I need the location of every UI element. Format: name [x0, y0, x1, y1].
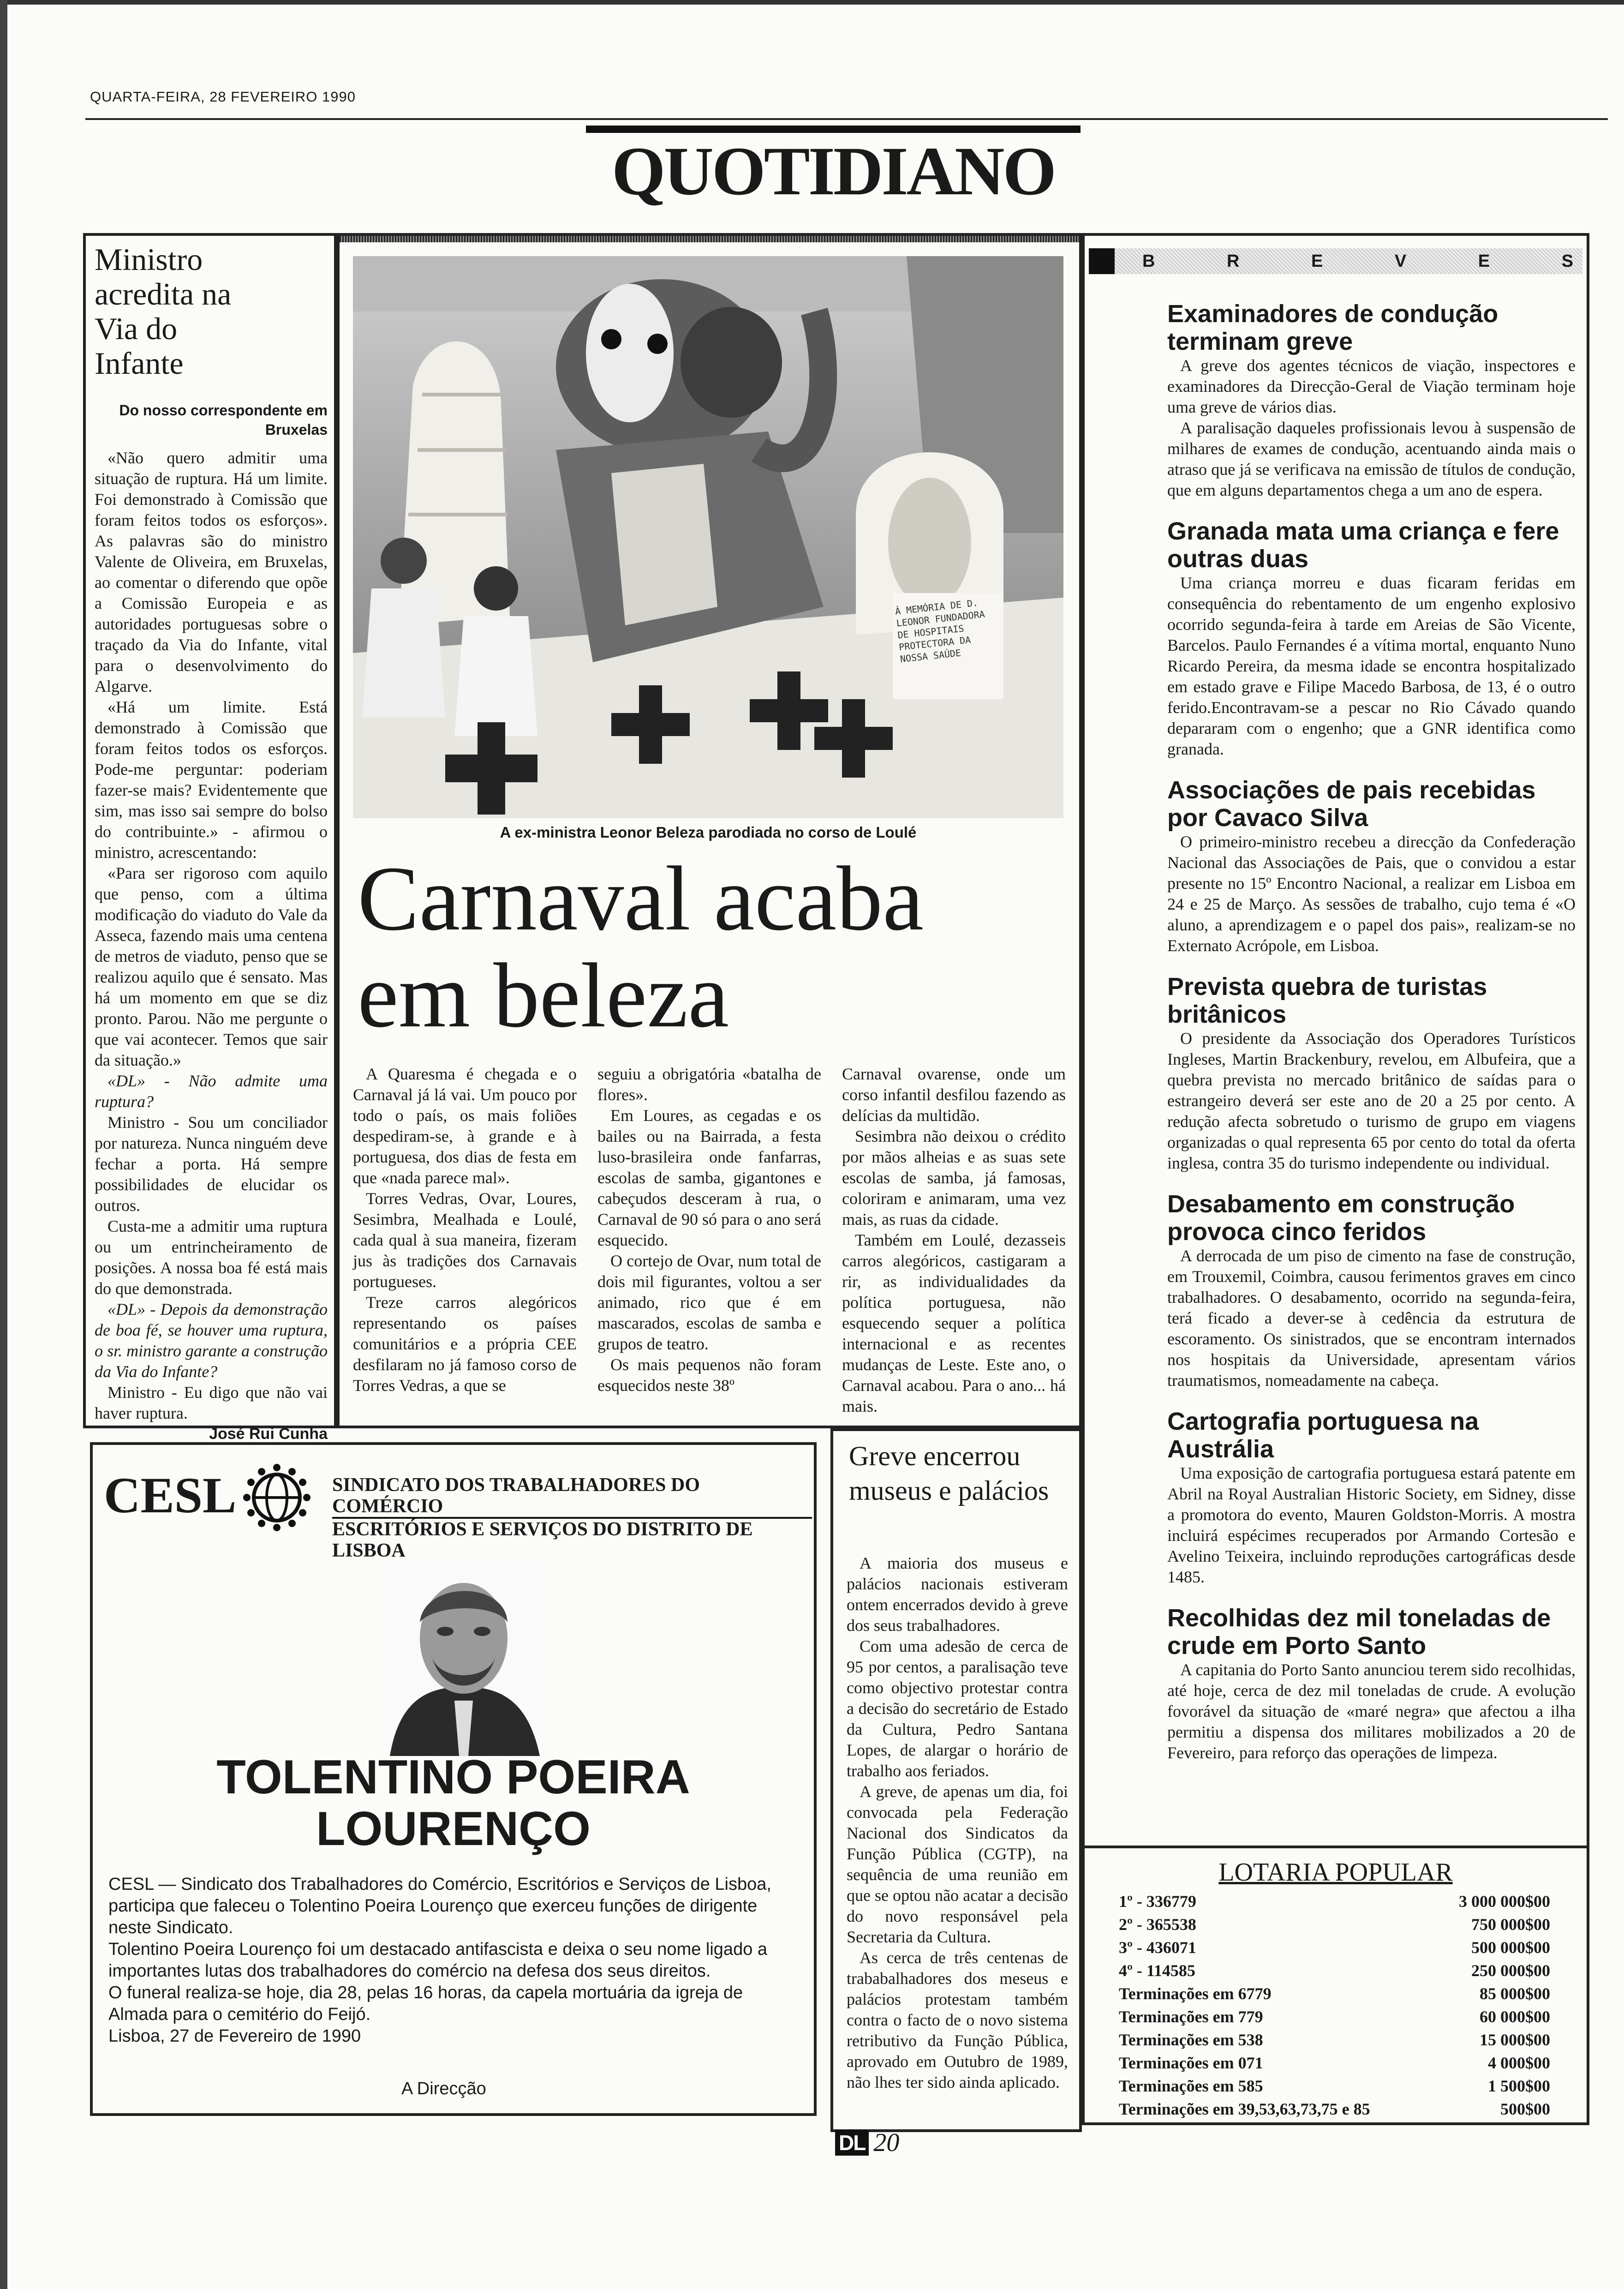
union-name — [332, 1474, 812, 1561]
breve-headline: Cartografia portuguesa na Austrália — [1167, 1408, 1479, 1463]
main-article-col2 — [597, 1064, 821, 1396]
lotaria-label: 4º - 114585 — [1119, 1961, 1195, 1980]
main-col1-paragraph: Torres Vedras, Ovar, Loures, Sesimbra, Mealhada e Loulé, cada qual à sua maneira, fizeram jus às tradições dos Carnavais portugueses. — [353, 1189, 577, 1291]
left-paragraph: «Não quero admitir uma situação de ruptura. Há um limite. Foi demonstrado à Comissão que foram feitos todos os esforços». As palavras são do ministro Valente de Oliveira, em Bruxelas, ao comentar o diferendo que opõe a Comissão Europeia e as autoridades portuguesas sobre o traçado da Via do Infante, vital para o desenvolvimento do Algarve. — [95, 449, 328, 695]
greve-paragraph: Com uma adesão de cerca de 95 por centos, a paralisação teve como objectivo protestar contra a decisão do secretário de Estado da Cultura, Pedro Santana Lopes, de alargar o horário de trabalho aos feriados. — [847, 1637, 1068, 1780]
obituary-paragraph: Lisboa, 27 de Fevereiro de 1990 — [108, 2026, 361, 2046]
lotaria-label: Terminações em 071 — [1119, 2054, 1263, 2072]
lotaria-value: 250 000$00 — [1471, 1961, 1550, 1980]
greve-paragraph: A maioria dos museus e palácios nacionais estiveram ontem encerrados devido à greve dos seus trabalhadores. — [847, 1554, 1068, 1635]
breve-headline: Prevista quebra de turistas britânicos — [1167, 973, 1487, 1028]
lotaria-label: Terminações em 538 — [1119, 2031, 1263, 2049]
footer-logo: DL — [835, 2130, 869, 2156]
breve-headline: Examinadores de condução terminam greve — [1167, 300, 1499, 355]
main-article-col1 — [353, 1064, 577, 1396]
greve-paragraph: A greve, de apenas um dia, foi convocada pela Federação Nacional dos Sindicatos da Função Pública (CGTP), na sequência de uma reunião em que se optou não acatar a decisão do novo responsável pela Secretaria da Cultura. — [847, 1782, 1068, 1946]
obituary-signature: A Direcção — [401, 2079, 486, 2098]
lotaria-value: 3 000 000$00 — [1459, 1892, 1550, 1911]
breve-headline: Recolhidas dez mil toneladas de crude em Porto Santo — [1167, 1604, 1551, 1660]
carnival-float-photo — [353, 256, 1063, 818]
lotaria-value: 85 000$00 — [1480, 1984, 1550, 2003]
left-paragraph: Custa-me a admitir uma ruptura ou um entrincheiramento de posições. A nossa boa fé está mais do que demonstrada. — [95, 1217, 328, 1298]
scan-top-edge — [0, 0, 1624, 5]
photo-caption: A ex-ministra Leonor Beleza parodiada no corso de Loulé — [500, 824, 917, 841]
breve-item — [1167, 1190, 1576, 1391]
obituary-paragraph: Tolentino Poeira Lourenço foi um destacado antifascista e deixa o seu nome ligado a importantes lutas dos trabalhadores do comércio na defesa dos seus direitos. — [108, 1940, 768, 1981]
breve-paragraph: A paralisação daqueles profissionais levou à suspensão de milhares de exames de condução, acentuando ainda mais o atraso que já se verificava na emissão de títulos de condução, que em alguns departamentos chega a um ano de espera. — [1167, 419, 1576, 499]
photo-illustration — [353, 256, 1063, 818]
breve-item — [1167, 300, 1576, 501]
main-col3-paragraph: Sesimbra não deixou o crédito por mãos alheias e as suas sete escolas de samba, já famosas, coloriram e animaram, uma vez mais, as ruas da cidade. — [842, 1127, 1066, 1228]
main-col1-paragraph: Treze carros alegóricos representando os países comunitários e a própria CEE desfilaram no já famoso corso de Torres Vedras, a que se — [353, 1293, 577, 1395]
breve-paragraph: Uma criança morreu e duas ficaram feridas em consequência do rebentamento de um engenho explosivo ocorrido segunda-feira à tarde em Areias de São Vicente, Barcelos. Paulo Fernandes é a vítima mortal, enquanto Nuno Ricardo Pereira, da mesma idade se encontra hospitalizado em estado grave e Filipe Macedo Barbosa, de 13, é o outro ferido.Encontravam-se a pescar no Rio Cávado quando depararam com o engenho; que a GNR identifica como granada. — [1167, 574, 1576, 758]
lotaria-value: 4 000$00 — [1488, 2054, 1550, 2072]
left-paragraph: «Para ser rigoroso com aquilo que penso, com a última modificação do viaduto do Vale da Asseca, fazendo mais uma centena de metros de viaduto, penso que se realizou aquilo que é sensato. Mas há um momento em que se diz pronto. Parou. Não me pergunte o que vai acontecer. Temos que sair da situação.» — [95, 864, 328, 1069]
lotaria-value: 750 000$00 — [1471, 1915, 1550, 1934]
lotaria-label: 2º - 365538 — [1119, 1915, 1196, 1934]
portrait-illustration — [381, 1562, 547, 1756]
scan-left-edge — [0, 0, 7, 2289]
lotaria-value: 500$00 — [1500, 2100, 1550, 2118]
breve-item — [1167, 1604, 1576, 1763]
main-col2-paragraph: Em Loures, as cegadas e os bailes ou na Bairrada, a festa luso-brasileira onde fanfarras, escolas de samba, gigantones e cabeçudos desceram à rua, o Carnaval de 90 só para o ano será esquecido. — [597, 1106, 821, 1249]
greve-paragraph: As cerca de três centenas de trababalhadores dos meseus e palácios protestam também contra o facto de o novo sistema retributivo da Função Pública, aprovado em Outubro de 1989, não lhes ter sido ainda aplicado. — [847, 1948, 1068, 2091]
breve-item — [1167, 776, 1576, 956]
lotaria-row — [1119, 2005, 1550, 2028]
breve-item — [1167, 973, 1576, 1174]
lotaria-row — [1119, 2028, 1550, 2051]
left-article-author: José Rui Cunha — [209, 1425, 328, 1443]
left-article-byline: Do nosso correspondente em Bruxelas — [119, 402, 328, 438]
main-col3-paragraph: Carnaval ovarense, onde um corso infantil desfilou fazendo as delícias da multidão. — [842, 1065, 1066, 1125]
breves-letter: E — [1311, 251, 1323, 271]
breve-paragraph: A derrocada de um piso de cimento na fase de construção, em Trouxemil, Coimbra, causou ferimentos graves em cinco trabalhadores. O desabamento, ocorrido na segunda-feira, terá ficado a dever-se à cedência da estrutura de escoramento. Os sinistrados, que se encontram internados nos hospitais da Universidade, apresentam vários traumatismos, nomeadamente na cabeça. — [1167, 1246, 1576, 1390]
main-col2-paragraph: seguiu a obrigatória «batalha de flores». — [597, 1065, 821, 1104]
main-headline-line1: Carnaval acaba — [358, 848, 924, 950]
lotaria-label: Terminações em 585 — [1119, 2077, 1263, 2095]
greve-body — [847, 1553, 1068, 2093]
greve-headline: Greve encerrou museus e palácios — [849, 1441, 1049, 1506]
left-paragraph: «DL» - Não admite uma ruptura? — [95, 1072, 328, 1111]
deceased-name-line: LOURENÇO — [316, 1802, 591, 1856]
main-col3-paragraph: Também em Loulé, dezasseis carros alegóricos, castigaram a rir, as individualidades da política portuguesa, não esquecendo sequer a política internacional e as recentes mudanças de Leste. Este ano, o Carnaval acabou. Para o ano... há mais. — [842, 1231, 1066, 1415]
footer — [835, 2130, 899, 2156]
obituary-paragraph: O funeral realiza-se hoje, dia 28, pelas 16 horas, da capela mortuária da igreja de Almada para o cemitério do Feijó. — [108, 1983, 743, 2024]
lotaria-value: 1 500$00 — [1488, 2077, 1550, 2095]
obituary-body — [108, 1874, 803, 2047]
breves-letter: B — [1142, 251, 1155, 271]
breves-letter: V — [1394, 251, 1407, 271]
breves-title-bar — [1089, 248, 1582, 274]
cesl-globe-icon — [242, 1463, 311, 1532]
lotaria-title: LOTARIA POPULAR — [1218, 1858, 1453, 1887]
breve-headline: Granada mata uma criança e fere outras duas — [1167, 517, 1559, 573]
union-name-line: ESCRITÓRIOS E SERVIÇOS DO DISTRITO DE LISBOA — [332, 1519, 753, 1561]
breves-marker-icon — [1089, 248, 1115, 274]
lotaria-label: Terminações em 6779 — [1119, 1984, 1272, 2003]
left-paragraph: «DL» - Depois da demonstração de boa fé, se houver uma ruptura, o sr. ministro garante a construção da Via do Infante? — [95, 1300, 328, 1381]
breves-letter: S — [1561, 251, 1573, 271]
breve-headline: Desabamento em construção provoca cinco feridos — [1167, 1190, 1515, 1246]
breve-item — [1167, 517, 1576, 760]
breve-item — [1167, 1408, 1576, 1588]
lotaria-row — [1119, 2051, 1550, 2074]
lotaria-row — [1119, 1982, 1550, 2005]
cesl-logo-text: CESL — [104, 1467, 237, 1523]
breve-paragraph: A capitania do Porto Santo anunciou terem sido recolhidas, até hoje, cerca de dez mil toneladas de crude. A evolução fovorável da situação de «maré negra» que afectou a ilha permitiu a dispensa dos militares mobilizados a 20 de Fevereiro, para reforço das operações de limpeza. — [1167, 1660, 1576, 1762]
lotaria-row — [1119, 1959, 1550, 1982]
main-col1-paragraph: A Quaresma é chegada e o Carnaval já lá vai. Um pouco por todo o país, os mais foliões despediram-se, à grande e à portuguesa, dos dias de festa em que «nada parece mal». — [353, 1065, 577, 1187]
lotaria-value: 15 000$00 — [1480, 2031, 1550, 2049]
lotaria-row — [1119, 2097, 1550, 2121]
lotaria-value: 500 000$00 — [1471, 1938, 1550, 1957]
breve-headline: Associações de pais recebidas por Cavaco Silva — [1167, 776, 1536, 832]
main-headline-line2: em beleza — [358, 945, 729, 1047]
lotaria-label: Terminações em 39,53,63,73,75 e 85 — [1119, 2100, 1370, 2118]
lotaria-row — [1119, 1936, 1550, 1959]
breve-paragraph: O presidente da Associação dos Operadores Turísticos Ingleses, Martin Brackenbury, revelou, em Albufeira, que a quebra prevista no mercado britânico de saídas para o estrangeiro deverá ser este ano de 20 a 25 por cento. A redução afecta sobretudo o turismo de grupo em viagens organizadas o qual representa 65 por cento do total da oferta inglesa, contra 35 do turismo independente ou individual. — [1167, 1029, 1576, 1172]
breve-paragraph: O primeiro-ministro recebeu a direcção da Confederação Nacional das Associações de Pais, que o convidou a estar presente no 15º Encontro Nacional, a realizar em Lisboa em 24 e 25 de Março. As sessões de trabalho, cujo tema é «O aluno, a aprendizagem e o papel dos pais», realizam-se no Externato Acrópole, em Lisboa. — [1167, 833, 1576, 955]
left-paragraph: Ministro - Eu digo que não vai haver ruptura. — [95, 1383, 328, 1422]
breve-paragraph: A greve dos agentes técnicos de viação, inspectores e examinadores da Direcção-Geral de Viação terminam hoje uma greve de vários dias. — [1167, 356, 1576, 416]
breves-letter: E — [1478, 251, 1490, 271]
section-title: QUOTIDIANO — [611, 133, 1055, 210]
lotaria-table — [1119, 1890, 1550, 2121]
globe-icon — [242, 1463, 311, 1532]
left-paragraph: «Há um limite. Está demonstrado à Comissão que foram feitos todos os esforços. Pode-me perguntar: poderiam fazer-se mais? Evidentemente que sim, mas isso sai sempre do bolso do contribuinte.» - afirmou o ministro, acrescentando: — [95, 698, 328, 862]
breves-list — [1167, 300, 1576, 1763]
obituary-paragraph: CESL — Sindicato dos Trabalhadores do Comércio, Escritórios e Serviços de Lisboa, participa que faleceu o Tolentino Poeira Lourenço que exerceu funções de dirigente neste Sindicato. — [108, 1875, 771, 1937]
breve-paragraph: Uma exposição de cartografia portuguesa estará patente em Abril na Royal Australian Historic Society, em Sidney, disse a promotora do evento, Mauren Goldston-Morris. A mostra incluirá espécimes recuperados por Armando Cortesão e Avelino Teixeira, incluindo reproduções cartográficas desde 1485. — [1167, 1464, 1576, 1586]
header-rule — [85, 118, 1608, 120]
lotaria-label: 1º - 336779 — [1119, 1892, 1196, 1911]
deceased-portrait — [381, 1562, 547, 1756]
float-memorial-sign: À MEMÓRIA DE D. LEONOR FUNDADORA DE HOSPITAIS PROTECTORA DA NOSSA SAÚDE — [894, 597, 985, 665]
main-article-top-rule — [340, 236, 1079, 242]
lotaria-value: 60 000$00 — [1480, 2007, 1550, 2026]
main-article-col3 — [842, 1064, 1066, 1417]
main-col2-paragraph: O cortejo de Ovar, num total de dois mil figurantes, voltou a ser animado, rico que é em mascarados, escolas de samba e grupos de teatro. — [597, 1252, 821, 1353]
deceased-name-line: TOLENTINO POEIRA — [216, 1750, 690, 1804]
union-name-line: SINDICATO DOS TRABALHADORES DO COMÉRCIO — [332, 1474, 812, 1519]
main-col2-paragraph: Os mais pequenos não foram esquecidos neste 38º — [597, 1355, 821, 1395]
lotaria-row — [1119, 2074, 1550, 2097]
deceased-name — [104, 1751, 803, 1855]
breves-letter: R — [1226, 251, 1240, 271]
lotaria-row — [1119, 1913, 1550, 1936]
header-date: QUARTA-FEIRA, 28 FEVEREIRO 1990 — [90, 89, 356, 105]
page-number: 20 — [873, 2128, 900, 2157]
breves-title — [1115, 252, 1582, 271]
left-article-headline: Ministro acredita na Via do Infante — [95, 242, 232, 381]
left-article-body — [95, 448, 328, 1444]
left-paragraph: Ministro - Sou um conciliador por natureza. Nunca ninguém deve fechar a porta. Há sempre possibilidades de elucidar os outros. — [95, 1113, 328, 1215]
lotaria-row — [1119, 1890, 1550, 1913]
lotaria-label: 3º - 436071 — [1119, 1938, 1196, 1957]
lotaria-label: Terminações em 779 — [1119, 2007, 1263, 2026]
